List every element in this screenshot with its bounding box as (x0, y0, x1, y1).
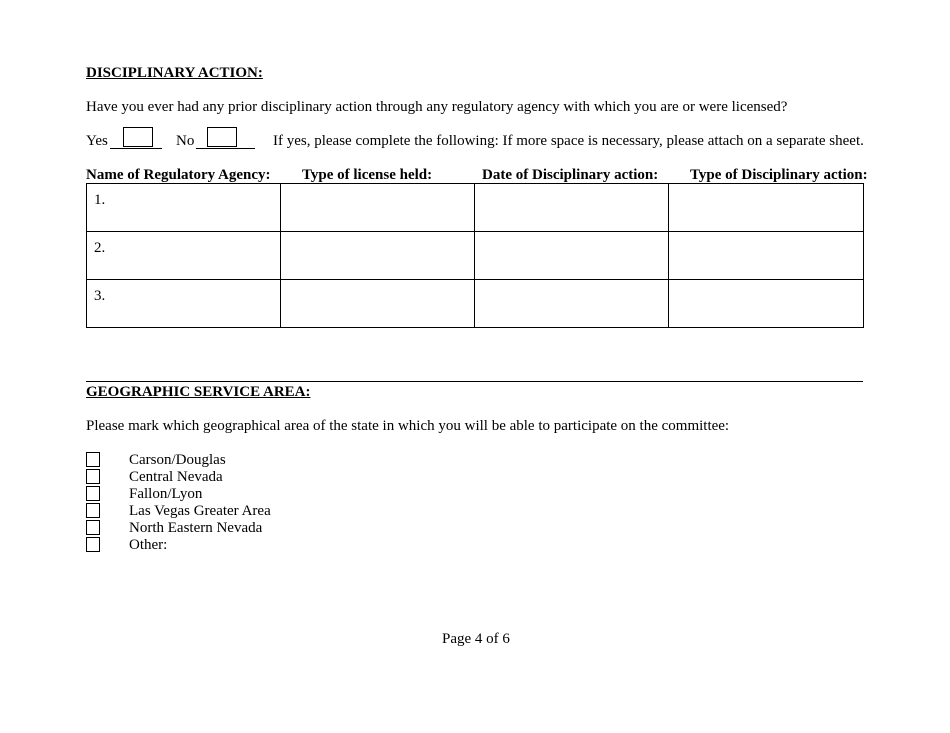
area-label-fallon-lyon: Fallon/Lyon (129, 486, 203, 502)
date-cell[interactable] (475, 184, 669, 232)
area-label-central-nevada: Central Nevada (129, 469, 223, 485)
checkbox-carson-douglas[interactable] (86, 452, 100, 467)
checkbox-central-nevada[interactable] (86, 469, 100, 484)
date-cell[interactable] (475, 280, 669, 328)
no-underline (196, 148, 255, 149)
yes-checkbox[interactable] (123, 127, 153, 147)
page-number: Page 4 of 6 (442, 631, 510, 647)
section-divider (86, 381, 863, 382)
checkbox-north-eastern-nevada[interactable] (86, 520, 100, 535)
action-cell[interactable] (669, 184, 864, 232)
disciplinary-instruction: If yes, please complete the following: If more space is necessary, please attach on a separate sheet. (273, 133, 864, 149)
action-cell[interactable] (669, 232, 864, 280)
column-header-date: Date of Disciplinary action: (482, 167, 659, 183)
checkbox-las-vegas[interactable] (86, 503, 100, 518)
column-header-action: Type of Disciplinary action: (690, 167, 868, 183)
disciplinary-question: Have you ever had any prior disciplinary action through any regulatory agency with which you are or were licensed? (86, 99, 788, 115)
no-checkbox[interactable] (207, 127, 237, 147)
area-label-las-vegas: Las Vegas Greater Area (129, 503, 271, 519)
geographic-instruction: Please mark which geographical area of the state in which you will be able to participate on the committee: (86, 418, 730, 434)
agency-cell[interactable]: 1. (87, 184, 281, 232)
license-cell[interactable] (281, 280, 475, 328)
geographic-heading: GEOGRAPHIC SERVICE AREA: (86, 384, 311, 400)
license-cell[interactable] (281, 232, 475, 280)
column-header-agency: Name of Regulatory Agency: (86, 167, 271, 183)
area-label-carson-douglas: Carson/Douglas (129, 452, 226, 468)
action-cell[interactable] (669, 280, 864, 328)
column-header-license: Type of license held: (302, 167, 433, 183)
disciplinary-heading: DISCIPLINARY ACTION: (86, 65, 263, 81)
table-row (87, 184, 864, 232)
table-row (87, 280, 864, 328)
area-label-other: Other: (129, 537, 168, 553)
yes-label: Yes (86, 133, 108, 149)
disciplinary-table (86, 183, 864, 328)
no-label: No (176, 133, 195, 149)
agency-cell[interactable]: 2. (87, 232, 281, 280)
date-cell[interactable] (475, 232, 669, 280)
checkbox-fallon-lyon[interactable] (86, 486, 100, 501)
table-row (87, 232, 864, 280)
yes-underline (110, 148, 162, 149)
license-cell[interactable] (281, 184, 475, 232)
checkbox-other[interactable] (86, 537, 100, 552)
area-label-north-eastern-nevada: North Eastern Nevada (129, 520, 263, 536)
agency-cell[interactable]: 3. (87, 280, 281, 328)
